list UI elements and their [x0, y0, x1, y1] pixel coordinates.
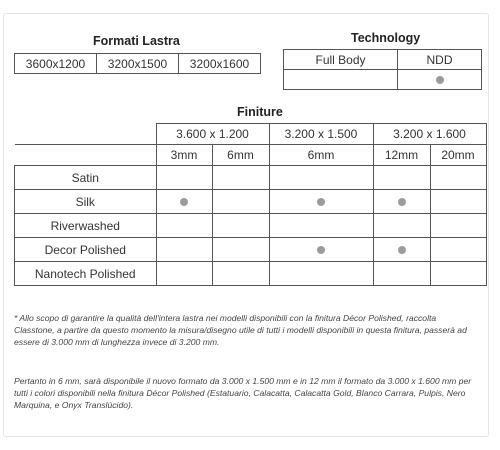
availability-dot-icon: [398, 198, 406, 206]
technology-title: Technology: [351, 31, 421, 45]
finiture-corner: [15, 124, 157, 145]
finiture-table: [14, 123, 487, 286]
finiture-group-row: [15, 124, 487, 145]
finish-cell: [373, 190, 430, 214]
finish-label: Decor Polished: [15, 238, 157, 262]
finish-cell: [373, 214, 430, 238]
finish-cell: [269, 190, 373, 214]
finish-cell: [269, 214, 373, 238]
format-size: 3600x1200: [15, 54, 97, 74]
availability-dot-icon: [317, 246, 325, 254]
finiture-thickness-row: [15, 145, 487, 166]
finish-cell: [373, 238, 430, 262]
finiture-group-3200x1500: 3.200 x 1.500: [269, 124, 373, 145]
thickness-6mm: 6mm: [212, 145, 269, 166]
availability-dot-icon: [317, 198, 325, 206]
finish-row: [15, 166, 487, 190]
technology-value-row: [284, 70, 482, 90]
thickness-6mm-b: 6mm: [269, 145, 373, 166]
finish-row: [15, 214, 487, 238]
finish-cell: [430, 262, 486, 286]
finish-label: Nanotech Polished: [15, 262, 157, 286]
finish-row: [15, 190, 487, 214]
formats-row: [15, 54, 261, 74]
finish-cell: [373, 166, 430, 190]
finish-cell: [212, 166, 269, 190]
finish-cell: [212, 238, 269, 262]
finish-cell: [430, 190, 486, 214]
finish-row: [15, 262, 487, 286]
finish-cell: [156, 262, 212, 286]
formats-title: Formati Lastra: [93, 34, 180, 48]
availability-dot-icon: [436, 76, 444, 84]
finiture-body: [15, 166, 487, 286]
finish-cell: [269, 262, 373, 286]
formats-table: [14, 53, 261, 74]
tech-header-full-body: Full Body: [284, 50, 398, 70]
finish-cell: [156, 190, 212, 214]
finish-cell: [269, 238, 373, 262]
availability-dot-icon: [180, 198, 188, 206]
finish-label: Silk: [15, 190, 157, 214]
thickness-3mm: 3mm: [156, 145, 212, 166]
finish-cell: [430, 166, 486, 190]
finiture-group-3200x1600: 3.200 x 1.600: [373, 124, 486, 145]
finish-cell: [212, 214, 269, 238]
finish-cell: [212, 262, 269, 286]
technology-header-row: [284, 50, 482, 70]
finish-label: Satin: [15, 166, 157, 190]
finish-cell: [430, 214, 486, 238]
tech-header-ndd: NDD: [398, 50, 482, 70]
tech-full-body-cell: [284, 70, 398, 90]
finiture-corner-2: [15, 145, 157, 166]
thickness-12mm: 12mm: [373, 145, 430, 166]
finish-label: Riverwashed: [15, 214, 157, 238]
footnote-2: Pertanto in 6 mm, sarà disponibile il nuovo formato da 3.000 x 1.500 mm e in 12 mm il formato da 3.000 x 1.600 mm per tutti i colori disponibili nella finitura Décor Polished (Estatuario, Calacatta, Calacatta Gold, Blanco Carrara, Pulpis, Nero Marquina, e Onyx Translúcido).: [14, 376, 472, 410]
finish-row: [15, 238, 487, 262]
finish-cell: [430, 238, 486, 262]
finish-cell: [156, 238, 212, 262]
finiture-group-3600x1200: 3.600 x 1.200: [156, 124, 269, 145]
format-size: 3200x1600: [179, 54, 261, 74]
finish-cell: [156, 214, 212, 238]
tech-ndd-cell: [398, 70, 482, 90]
availability-dot-icon: [398, 246, 406, 254]
finiture-title: Finiture: [237, 105, 283, 119]
finish-cell: [269, 166, 373, 190]
finish-cell: [212, 190, 269, 214]
finish-cell: [156, 166, 212, 190]
footnote-1: * Allo scopo di garantire la qualità dell'intera lastra nei modelli disponibili con la finitura Décor Polished, raccolta Classtone, a partire da questo momento la misura/disegno utile di tutti i modelli disponibili in questa finitura, passerà ad essere di 3.000 mm di lunghezza invece di 3.200 mm.: [14, 313, 467, 347]
format-size: 3200x1500: [97, 54, 179, 74]
thickness-20mm: 20mm: [430, 145, 486, 166]
technology-table: [283, 49, 482, 90]
finish-cell: [373, 262, 430, 286]
